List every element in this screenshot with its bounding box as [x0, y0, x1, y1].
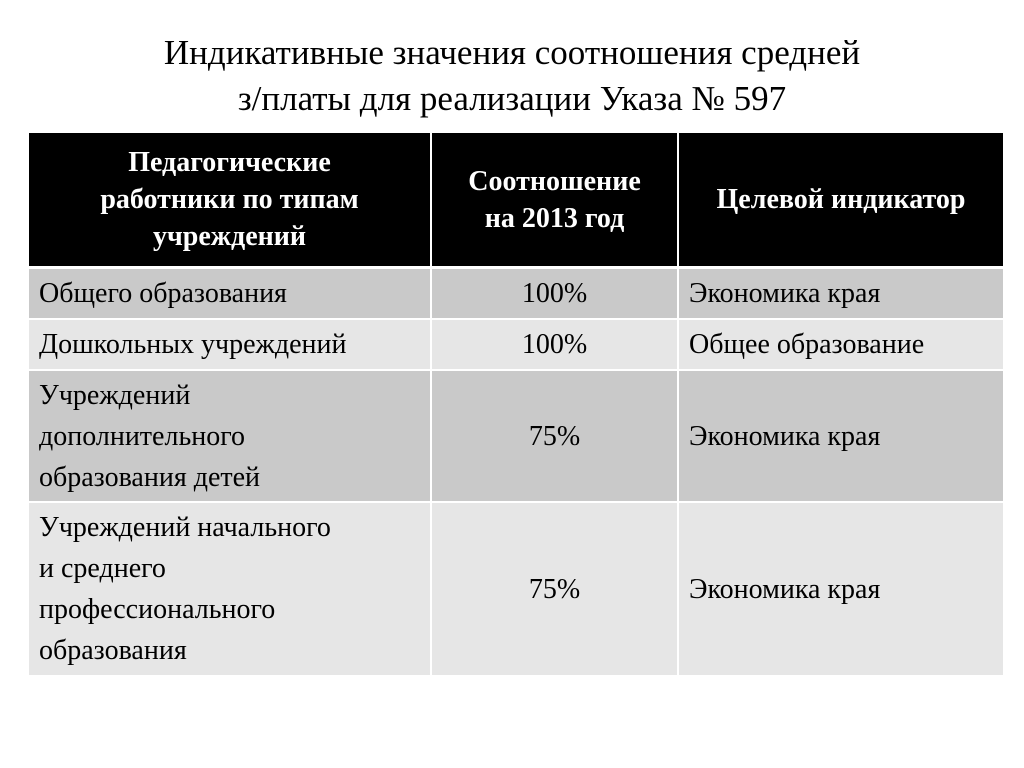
table-header-row — [29, 133, 1003, 268]
cell-target: Экономика края — [678, 370, 1003, 502]
cell-staff-type — [29, 502, 431, 676]
cell-ratio: 100% — [431, 268, 678, 320]
cell-staff-type — [29, 319, 431, 370]
header-line: учреждений — [152, 221, 307, 252]
cell-ratio: 75% — [431, 370, 678, 502]
cell-line: Общего образования — [39, 278, 287, 309]
table-row — [29, 268, 1003, 320]
table-row — [29, 319, 1003, 370]
cell-staff-type — [29, 370, 431, 502]
slide-title — [0, 30, 1024, 122]
table-row — [29, 370, 1003, 502]
header-line: на 2013 год — [484, 202, 625, 234]
cell-line: образования — [39, 635, 187, 666]
cell-target: Экономика края — [678, 268, 1003, 320]
title-line-1: Индикативные значения соотношения средней — [163, 33, 861, 72]
header-line: работники по типам — [100, 184, 359, 215]
cell-line: профессионального — [39, 594, 276, 625]
header-line: Целевой индикатор — [716, 184, 966, 215]
cell-line: Учреждений — [39, 379, 191, 411]
header-line: Педагогические — [128, 147, 331, 178]
title-line-2: з/платы для реализации Указа № 597 — [237, 79, 787, 118]
cell-ratio: 75% — [431, 502, 678, 676]
header-ratio-2013 — [431, 133, 678, 268]
table-row — [29, 502, 1003, 676]
cell-line: дополнительного — [39, 420, 245, 452]
header-target-indicator — [678, 133, 1003, 268]
cell-line: Дошкольных учреждений — [39, 329, 347, 360]
cell-line: Учреждений начального — [39, 512, 331, 543]
cell-line: и среднего — [39, 553, 166, 584]
cell-target: Общее образование — [678, 319, 1003, 370]
cell-line: образования детей — [39, 461, 261, 493]
cell-staff-type — [29, 268, 431, 320]
cell-ratio: 100% — [431, 319, 678, 370]
cell-target: Экономика края — [678, 502, 1003, 676]
header-line: Соотношение — [468, 165, 641, 197]
header-staff-type — [29, 133, 431, 268]
salary-ratio-table — [29, 133, 1003, 677]
